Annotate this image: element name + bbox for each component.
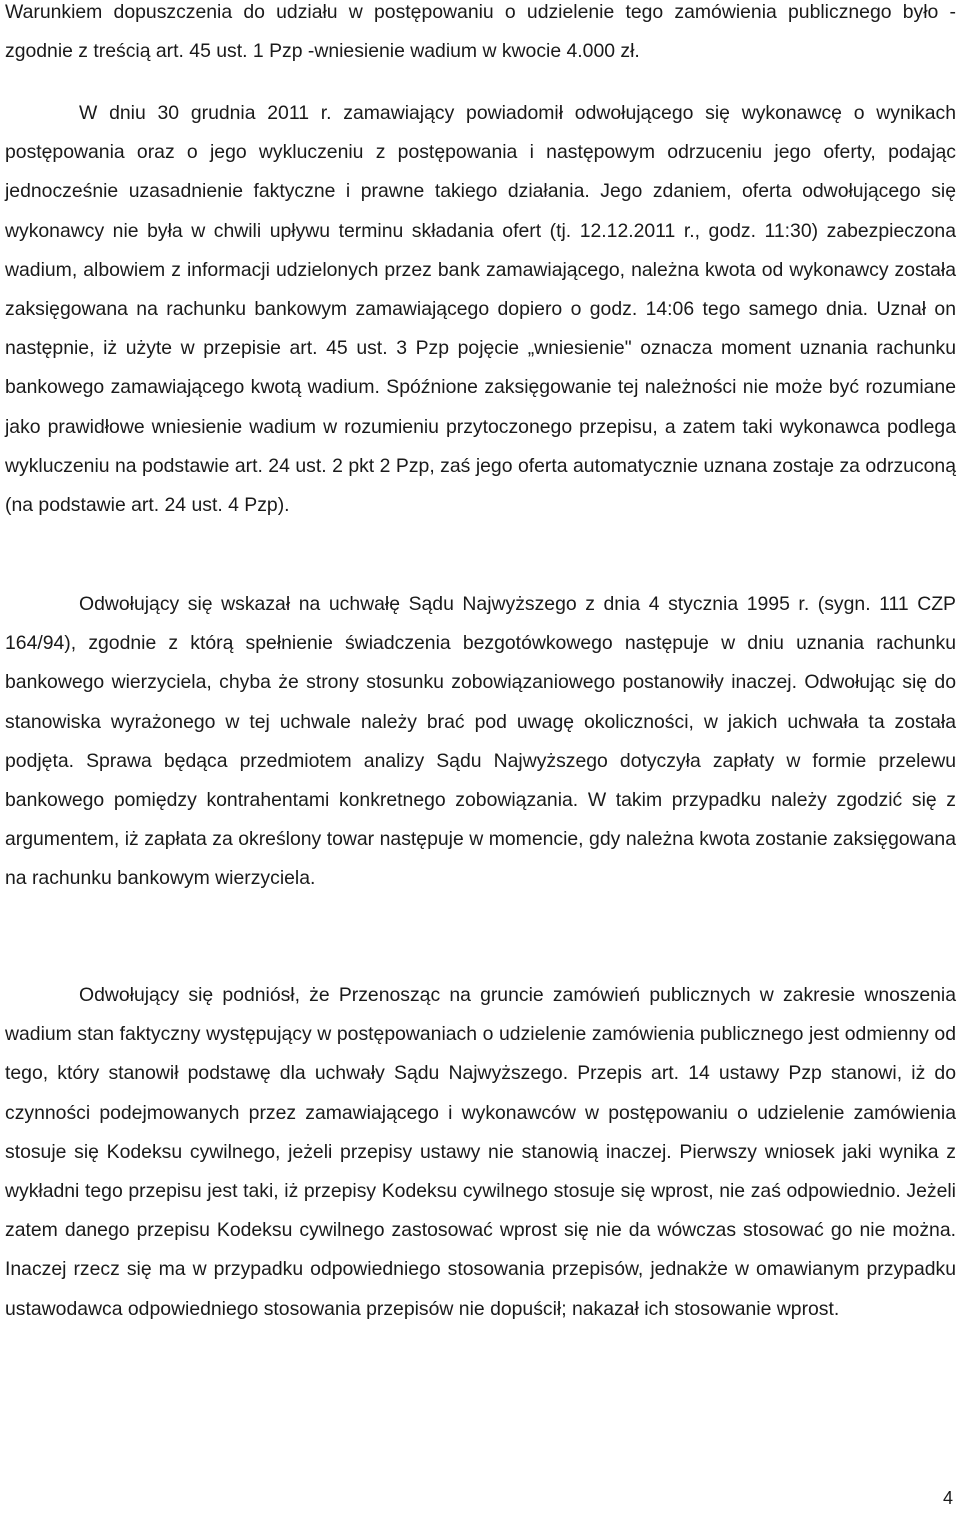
paragraph-exclusion-notice: W dniu 30 grudnia 2011 r. zamawiający powiadomił odwołującego się wykonawcę o wynikach postępowania oraz o jego wykluczeniu z postępowania i następowym odrzuceniu jego oferty, podając jednocześnie uzasadnienie faktyczne i prawne takiego działania. Jego zdaniem, oferta odwołującego się wykonawcy nie była w chwili upływu terminu składania ofert (tj. 12.12.2011 r., godz. 11:30) zabezpieczona wadium, albowiem z informacji udzielonych przez bank zamawiającego, należna kwota od wykonawcy została zaksięgowana na rachunku bankowym zamawiającego dopiero o godz. 14:06 tego samego dnia. Uznał on następnie, iż użyte w przepisie art. 45 ust. 3 Pzp pojęcie „wniesienie" oznacza moment uznania rachunku bankowego zamawiającego kwotą wadium. Spóźnione zaksięgowanie tej należności nie może być rozumiane jako prawidłowe wniesienie wadium w rozumieniu przytoczonego przepisu, a zatem taki wykonawca podlega wykluczeniu na podstawie art. 24 ust. 2 pkt 2 Pzp, zaś jego oferta automatycznie uznana zostaje za odrzuconą (na podstawie art. 24 ust. 4 Pzp). bbox=[5, 102, 956, 517]
paragraph-supreme-court-resolution: Odwołujący się wskazał na uchwałę Sądu Najwyższego z dnia 4 stycznia 1995 r. (sygn. 111 CZP 164/94), zgodnie z którą spełnienie świadczenia bezgotówkowego następuje w dniu uznania rachunku bankowego wierzyciela, chyba że strony stosunku zobowiązaniowego postanowiły inaczej. Odwołując się do stanowiska wyrażonego w tej uchwale należy brać pod uwagę okoliczności, w jakich uchwała ta została podjęta. Sprawa będąca przedmiotem analizy Sądu Najwyższego dotyczyła zapłaty w formie przelewu bankowego pomiędzy kontrahentami konkretnego zobowiązania. W takim przypadku należy zgodzić się z argumentem, iż zapłata za określony towar następuje w momencie, gdy należna kwota zostanie zaksięgowana na rachunku bankowym wierzyciela. bbox=[5, 593, 956, 890]
page-number: 4 bbox=[942, 1488, 953, 1508]
paragraph-wadium-requirement: Warunkiem dopuszczenia do udziału w postępowaniu o udzielenie tego zamówienia publicznego było - zgodnie z treścią art. 45 ust. 1 Pzp -wniesienie wadium w kwocie 4.000 zł. bbox=[5, 1, 956, 63]
paragraph-civil-code-argument: Odwołujący się podniósł, że Przenosząc na gruncie zamówień publicznych w zakresie wnoszenia wadium stan faktyczny występujący w postępowaniach o udzielenie zamówienia publicznego jest odmienny od tego, który stanowił podstawę dla uchwały Sądu Najwyższego. Przepis art. 14 ustawy Pzp stanowi, iż do czynności podejmowanych przez zamawiającego i wykonawców w postępowaniu o udzielenie zamówienia stosuje się Kodeksu cywilnego, jeżeli przepisy ustawy nie stanowią inaczej. Pierwszy wniosek jaki wynika z wykładni tego przepisu jest taki, iż przepisy Kodeksu cywilnego stosuje się wprost, nie zaś odpowiednio. Jeżeli zatem danego przepisu Kodeksu cywilnego zastosować wprost się nie da wówczas stosować go nie można. Inaczej rzecz się ma w przypadku odpowiedniego stosowania przepisów, jednakże w omawianym przypadku ustawodawca odpowiedniego stosowania przepisów nie dopuścił; nakazał ich stosowanie wprost. bbox=[5, 984, 956, 1320]
